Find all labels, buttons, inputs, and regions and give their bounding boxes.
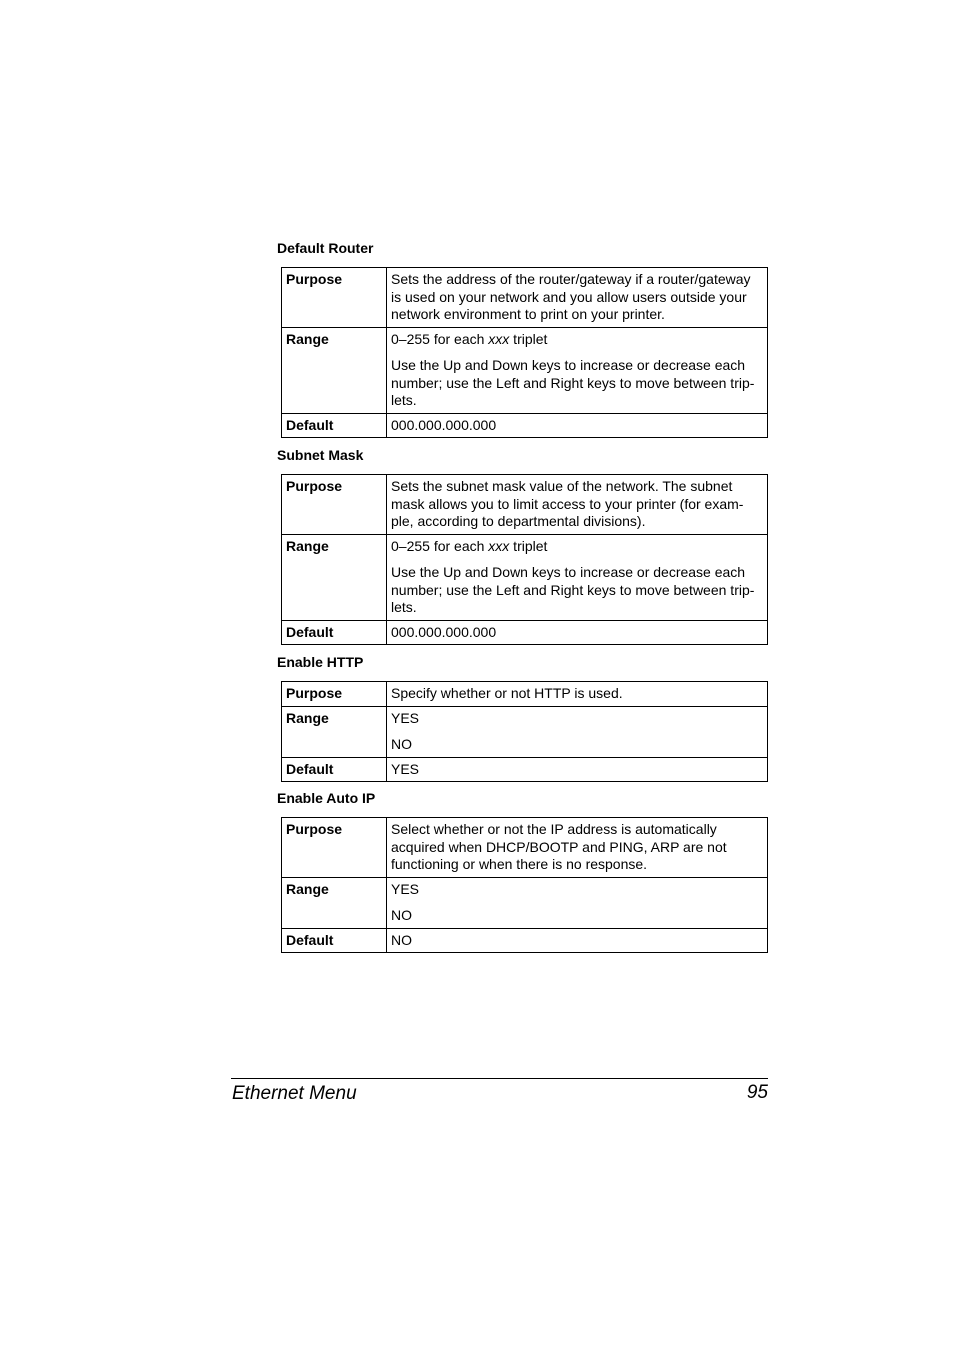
row-key: Purpose <box>282 475 387 535</box>
table-row <box>282 682 768 707</box>
section-title-enable-auto-ip: Enable Auto IP <box>277 790 376 806</box>
row-value <box>387 620 768 645</box>
row-value-text: 000.000.000.000 <box>391 623 497 640</box>
row-value-text: Use the Up and Down keys to increase or decrease each number; use the Left and Right keys to move between trip-lets. <box>391 564 755 615</box>
row-key: Purpose <box>282 682 387 707</box>
settings-table-subnet-mask <box>281 474 768 645</box>
row-value-text: YES <box>391 880 420 897</box>
row-key: Default <box>282 620 387 645</box>
row-value <box>387 818 768 878</box>
row-value-text: Sets the address of the router/gateway if a router/gateway is used on your network and you allow users outside your network environment to print on your printer. <box>391 271 751 322</box>
table-row <box>282 475 768 535</box>
range-text: 0–255 for each <box>391 330 489 347</box>
row-value-text: NO <box>391 907 412 923</box>
row-value-text: Use the Up and Down keys to increase or decrease each number; use the Left and Right keys to move between trip-lets. <box>391 357 755 408</box>
range-line <box>391 331 764 349</box>
row-value-text: NO <box>391 931 412 948</box>
range-text: triplet <box>509 537 548 554</box>
table-row <box>282 818 768 878</box>
range-text: 0–255 for each <box>391 537 489 554</box>
row-key: Default <box>282 757 387 782</box>
table-row <box>282 620 768 645</box>
row-value-text: YES <box>391 760 420 777</box>
table-row <box>282 268 768 328</box>
row-value <box>387 682 768 707</box>
row-value-text: YES <box>391 709 420 726</box>
section-title-subnet-mask: Subnet Mask <box>277 447 364 463</box>
table-row <box>282 928 768 953</box>
section-title-default-router: Default Router <box>277 240 374 256</box>
table-row <box>282 413 768 438</box>
table-row <box>282 706 768 757</box>
settings-table-enable-auto-ip <box>281 817 768 953</box>
row-value-text: 000.000.000.000 <box>391 416 497 433</box>
settings-table-default-router <box>281 267 768 438</box>
row-value <box>387 413 768 438</box>
row-value <box>387 877 768 928</box>
row-value <box>387 327 768 413</box>
table-row <box>282 877 768 928</box>
row-key: Range <box>282 534 387 620</box>
range-line <box>391 538 764 556</box>
footer-section-name: Ethernet Menu <box>232 1083 357 1104</box>
row-key: Range <box>282 327 387 413</box>
table-row <box>282 327 768 413</box>
row-value <box>387 268 768 328</box>
range-italic: xxx <box>488 537 510 554</box>
footer-page-number: 95 <box>746 1082 768 1103</box>
row-value-text: Sets the subnet mask value of the network. The subnet mask allows you to limit access to your printer (for exam-ple, according to departmental divisions). <box>391 478 744 529</box>
row-value <box>387 475 768 535</box>
row-value <box>387 757 768 782</box>
row-value <box>387 534 768 620</box>
table-row <box>282 757 768 782</box>
section-title-enable-http: Enable HTTP <box>277 654 364 670</box>
row-value <box>387 706 768 757</box>
range-text: triplet <box>509 330 548 347</box>
row-key: Default <box>282 928 387 953</box>
row-key: Purpose <box>282 818 387 878</box>
row-value-text: Select whether or not the IP address is automatically acquired when DHCP/BOOTP and PING, ARP are not functioning or when there is no response. <box>391 821 727 872</box>
settings-table-enable-http <box>281 681 768 782</box>
row-key: Purpose <box>282 268 387 328</box>
row-value <box>387 928 768 953</box>
row-key: Range <box>282 706 387 757</box>
row-key: Range <box>282 877 387 928</box>
table-row <box>282 534 768 620</box>
row-key: Default <box>282 413 387 438</box>
row-value-text: Specify whether or not HTTP is used. <box>391 685 623 701</box>
footer-divider <box>231 1078 768 1079</box>
range-italic: xxx <box>488 330 510 347</box>
row-value-text: NO <box>391 736 412 752</box>
